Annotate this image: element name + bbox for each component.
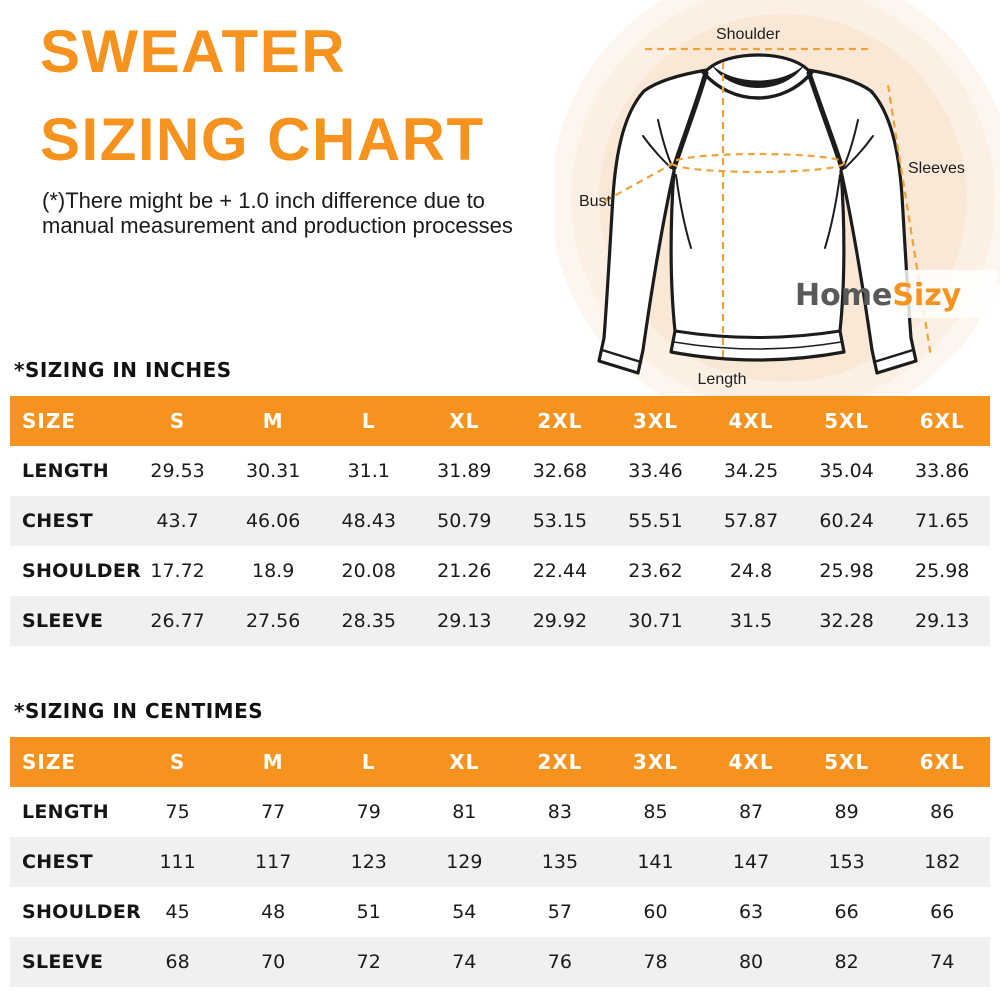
measurement-cell: 123 bbox=[350, 851, 387, 873]
measurement-cell: 135 bbox=[541, 851, 579, 873]
shoulder-label: Shoulder bbox=[715, 26, 781, 43]
sleeves-label: Sleeves bbox=[908, 160, 965, 177]
column-header-5xl: 5XL bbox=[799, 737, 895, 787]
column-header-4xl: 4XL bbox=[703, 396, 799, 446]
row-label: CHEST bbox=[22, 510, 93, 532]
table-row-chest bbox=[10, 496, 990, 546]
column-header-m: M bbox=[225, 396, 321, 446]
column-header-2xl: 2XL bbox=[512, 396, 608, 446]
measurement-cell: 51 bbox=[356, 901, 381, 923]
measurement-cell: 53.15 bbox=[532, 510, 588, 532]
table-row-chest bbox=[10, 837, 990, 887]
measurement-cell: 66 bbox=[834, 901, 859, 923]
measurement-cell: 60 bbox=[643, 901, 668, 923]
measurement-cell: 72 bbox=[356, 951, 381, 973]
column-header-4xl: 4XL bbox=[703, 737, 799, 787]
measurement-cell: 182 bbox=[924, 851, 961, 873]
column-header-3xl: 3XL bbox=[608, 396, 704, 446]
measurement-cell: 33.46 bbox=[628, 460, 683, 482]
measurement-cell: 50.79 bbox=[437, 510, 492, 532]
measurement-cell: 79 bbox=[356, 801, 381, 823]
disclaimer-line2: manual measurement and production processes bbox=[42, 213, 513, 238]
measurement-cell: 31.5 bbox=[729, 610, 773, 632]
measurement-cell: 70 bbox=[261, 951, 286, 973]
homesizy-logo bbox=[795, 278, 961, 313]
measurement-cell: 63 bbox=[738, 901, 764, 923]
measurement-cell: 57.87 bbox=[723, 510, 779, 532]
column-header-l: L bbox=[321, 396, 417, 446]
measurement-cell: 22.44 bbox=[532, 560, 588, 582]
measurement-cell: 54 bbox=[452, 901, 477, 923]
centimes-size-table bbox=[10, 737, 990, 987]
column-header-xl: XL bbox=[417, 737, 513, 787]
table-row-length bbox=[10, 446, 990, 496]
measurement-cell: 111 bbox=[159, 851, 196, 873]
measurement-cell: 17.72 bbox=[150, 560, 205, 582]
row-label: SLEEVE bbox=[22, 951, 104, 973]
table-row-shoulder bbox=[10, 887, 990, 937]
measurement-cell: 46.06 bbox=[245, 510, 301, 532]
measurement-cell: 20.08 bbox=[341, 560, 396, 582]
measurement-cell: 29.53 bbox=[150, 460, 205, 482]
measurement-cell: 86 bbox=[930, 801, 955, 823]
measurement-cell: 48.43 bbox=[341, 510, 396, 532]
measurement-cell: 74 bbox=[930, 951, 955, 973]
measurement-cell: 66 bbox=[930, 901, 955, 923]
column-header-3xl: 3XL bbox=[608, 737, 704, 787]
measurement-cell: 82 bbox=[834, 951, 859, 973]
column-header-s: S bbox=[130, 737, 226, 787]
sweater-illustration-svg bbox=[555, 0, 1000, 396]
column-header-6xl: 6XL bbox=[894, 737, 990, 787]
measurement-cell: 117 bbox=[255, 851, 292, 873]
measurement-cell: 74 bbox=[452, 951, 477, 973]
section-sizing-inches bbox=[10, 358, 990, 646]
centimes-section-title: *SIZING IN CENTIMES bbox=[14, 699, 264, 723]
measurement-cell: 48 bbox=[261, 901, 286, 923]
column-header-6xl: 6XL bbox=[894, 396, 990, 446]
measurement-cell: 153 bbox=[828, 851, 865, 873]
logo-text-sizy: Sizy bbox=[892, 278, 962, 313]
measurement-cell: 80 bbox=[738, 951, 764, 973]
row-label: SHOULDER bbox=[22, 901, 142, 923]
table-header-row bbox=[10, 396, 990, 446]
measurement-cell: 71.65 bbox=[915, 510, 970, 532]
measurement-cell: 28.35 bbox=[341, 610, 396, 632]
measurement-cell: 25.98 bbox=[915, 560, 970, 582]
measurement-cell: 129 bbox=[446, 851, 483, 873]
row-label: LENGTH bbox=[22, 801, 109, 823]
measurement-cell: 75 bbox=[165, 801, 190, 823]
measurement-cell: 26.77 bbox=[150, 610, 205, 632]
disclaimer-line1: (*)There might be + 1.0 inch difference due to bbox=[42, 188, 485, 213]
measurement-cell: 30.71 bbox=[628, 610, 683, 632]
measurement-cell: 31.1 bbox=[347, 460, 390, 482]
measurement-cell: 141 bbox=[637, 851, 674, 873]
measurement-cell: 85 bbox=[643, 801, 668, 823]
measurement-cell: 68 bbox=[165, 951, 190, 973]
length-label: Length bbox=[697, 371, 747, 388]
section-sizing-centimes bbox=[10, 699, 990, 987]
logo-text-home: Home bbox=[795, 278, 893, 313]
measurement-cell: 45 bbox=[165, 901, 190, 923]
measurement-cell: 77 bbox=[261, 801, 286, 823]
column-header-2xl: 2XL bbox=[512, 737, 608, 787]
measurement-cell: 147 bbox=[732, 851, 770, 873]
row-label: SLEEVE bbox=[22, 610, 104, 632]
size-column-header: SIZE bbox=[10, 737, 130, 787]
measurement-cell: 18.9 bbox=[252, 560, 295, 582]
measurement-cell: 78 bbox=[643, 951, 668, 973]
measurement-cell: 35.04 bbox=[819, 460, 874, 482]
column-header-l: L bbox=[321, 737, 417, 787]
row-label: SHOULDER bbox=[22, 560, 142, 582]
measurement-cell: 43.7 bbox=[156, 510, 199, 532]
measurement-cell: 29.92 bbox=[532, 610, 588, 632]
measurement-cell: 23.62 bbox=[628, 560, 683, 582]
sweater-outline bbox=[599, 55, 916, 373]
measurement-cell: 25.98 bbox=[819, 560, 874, 582]
column-header-5xl: 5XL bbox=[799, 396, 895, 446]
measurement-cell: 60.24 bbox=[819, 510, 874, 532]
measurement-cell: 24.8 bbox=[729, 560, 773, 582]
table-row-length bbox=[10, 787, 990, 837]
sweater-measurement-diagram bbox=[555, 0, 1000, 396]
measurement-cell: 33.86 bbox=[915, 460, 970, 482]
page-title-line1: SWEATER bbox=[40, 18, 347, 85]
table-row-shoulder bbox=[10, 546, 990, 596]
table-header-row bbox=[10, 737, 990, 787]
measurement-cell: 87 bbox=[738, 801, 764, 823]
measurement-cell: 32.28 bbox=[819, 610, 874, 632]
column-header-s: S bbox=[130, 396, 226, 446]
measurement-cell: 29.13 bbox=[915, 610, 970, 632]
measurement-cell: 76 bbox=[547, 951, 572, 973]
measurement-cell: 27.56 bbox=[245, 610, 301, 632]
measurement-cell: 81 bbox=[452, 801, 477, 823]
inches-size-table bbox=[10, 396, 990, 646]
table-row-sleeve bbox=[10, 596, 990, 646]
table-row-sleeve bbox=[10, 937, 990, 987]
bust-label: Bust bbox=[579, 193, 612, 210]
column-header-m: M bbox=[225, 737, 321, 787]
measurement-cell: 21.26 bbox=[437, 560, 492, 582]
measurement-cell: 31.89 bbox=[437, 460, 492, 482]
inches-section-title: *SIZING IN INCHES bbox=[14, 358, 232, 382]
size-column-header: SIZE bbox=[10, 396, 130, 446]
page-title-line2: SIZING CHART bbox=[40, 106, 485, 173]
disclaimer-text bbox=[42, 188, 513, 238]
measurement-cell: 83 bbox=[547, 801, 572, 823]
measurement-cell: 32.68 bbox=[532, 460, 588, 482]
measurement-cell: 34.25 bbox=[723, 460, 779, 482]
measurement-cell: 30.31 bbox=[245, 460, 301, 482]
row-label: CHEST bbox=[22, 851, 93, 873]
row-label: LENGTH bbox=[22, 460, 109, 482]
measurement-cell: 57 bbox=[547, 901, 572, 923]
column-header-xl: XL bbox=[417, 396, 513, 446]
page-title bbox=[40, 8, 485, 184]
measurement-cell: 89 bbox=[834, 801, 859, 823]
measurement-cell: 55.51 bbox=[628, 510, 683, 532]
measurement-cell: 29.13 bbox=[437, 610, 492, 632]
